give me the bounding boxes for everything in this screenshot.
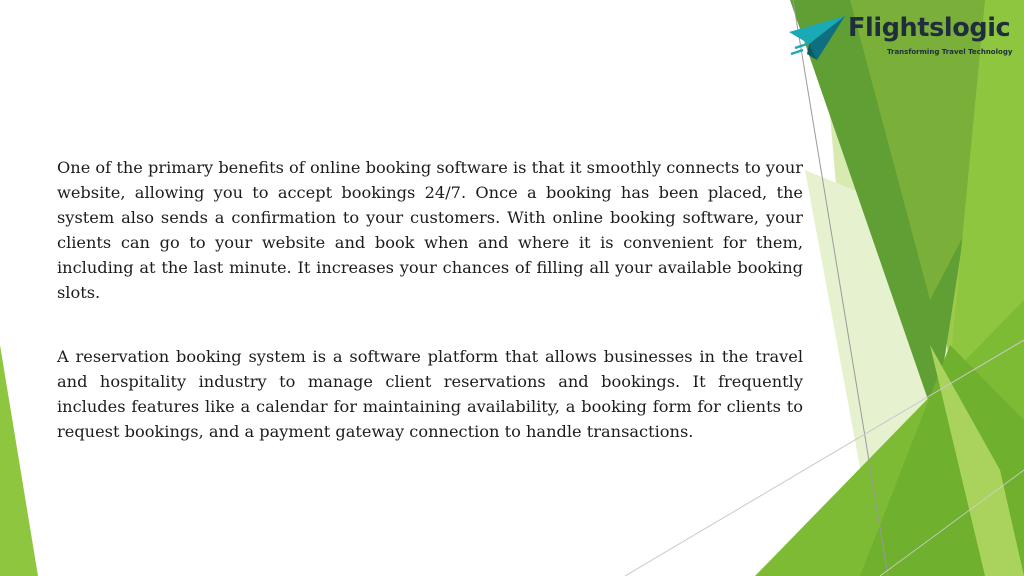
- deco-left-sliver: [0, 345, 38, 576]
- paragraph-reservation-system: A reservation booking system is a software platform that allows businesses in the travel and hospitality industry to manage client reservations and bookings. It frequently includes features like a calendar for maintaining availability, a booking form for clients to request bookings, and a payment gateway connection to handle transactions.: [57, 347, 803, 441]
- brand-logo: [787, 10, 1017, 62]
- paragraph-booking-benefits: One of the primary benefits of online booking software is that it smoothly connects to your website, allowing you to accept bookings 24/7. Once a booking has been placed, the system also sends a confirmation to your customers. With online booking software, your clients can go to your website and book when and where it is convenient for them, including at the last minute. It increases your chances of filling all your available booking slots.: [57, 158, 803, 302]
- body-text: [57, 155, 803, 444]
- brand-tagline: Transforming Travel Technology: [887, 48, 1013, 56]
- paper-plane-icon: [787, 14, 847, 62]
- brand-name: Flightslogic: [848, 13, 1011, 43]
